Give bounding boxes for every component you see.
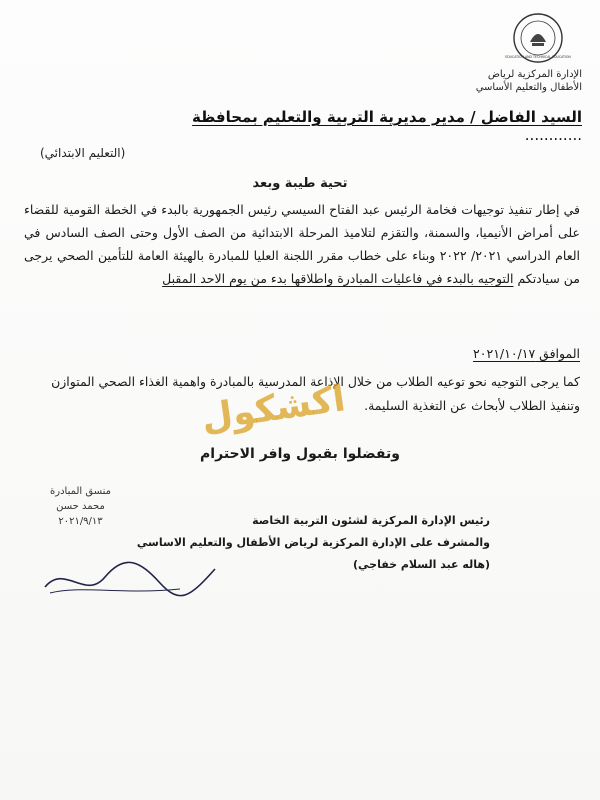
ministry-seal-logo: [505, 12, 571, 64]
department-line-2: الأطفال والتعليم الأساسي: [475, 82, 582, 93]
signatory-name: (هاله عبد السلام خفاجي): [352, 558, 490, 571]
department-header: [476, 68, 582, 94]
start-date: الموافق ٢٠٢١/١٠/١٧: [473, 346, 580, 361]
signatory-line-2: والمشرف على الإدارة المركزية لرياض الأطفال والتعليم الاساسي: [136, 536, 490, 549]
svg-text:EDUCATION AND TECHNICAL EDUCAT: EDUCATION AND TECHNICAL EDUCATION: [505, 55, 571, 59]
coordinator-title: منسق المبادرة: [50, 486, 112, 497]
body-paragraph-2: كما يرجى التوجيه نحو توعيه الطلاب من خلال الإذاعة المدرسية بالمبادرة واهمية الغذاء الصحي المتوازن وتنفيذ الطلاب لأبحاث عن التغذية السليمة.: [51, 374, 580, 413]
svg-text:اكشكول: اكشكول: [198, 378, 348, 439]
body-paragraph-1-underlined: التوجيه بالبدء في فاعليات المبادرة واطلاقها بدء من يوم الاحد المقبل: [162, 271, 514, 286]
body-paragraph-1-end: سيادتكم: [513, 271, 560, 286]
closing-line: وتفضلوا بقبول وافر الاحترام: [200, 446, 400, 462]
body-paragraph-1-text: في إطار تنفيذ توجيهات فخامة الرئيس عبد الفتاح السيسي رئيس الجمهورية بالبدء في الخطة القومية للقضاء على أمراض الأنيميا، والسمنة، والتقزم لتلاميذ المرحلة الابتدائية من الصف الأول وحتى الصف السادس في العام الدراسي ٢٠٢١/ ٢٠٢٢ وبناء على خطاب مقرر اللجنة العليا للمبادرة بالهيئة العامة للتأمين الصحي يرجى من: [24, 202, 581, 286]
greeting: تحية طيبة وبعد: [252, 176, 348, 191]
addressee: [142, 108, 582, 144]
addressee-dots: ............: [524, 126, 582, 144]
sub-addressee: (التعليم الابتدائي): [40, 146, 126, 160]
coordinator-date: ٢٠٢١/٩/١٣: [58, 516, 103, 527]
coordinator-name: محمد حسن: [56, 501, 105, 512]
handwritten-signature: [40, 555, 220, 605]
coordinator-block: [50, 484, 111, 529]
letter-body: [24, 198, 580, 290]
department-line-1: الإدارة المركزية لرياض: [487, 69, 582, 80]
body-paragraph-1: [24, 198, 580, 290]
signatory-line-1: رئيس الإدارة المركزية لشئون التربية الخاصة: [252, 514, 490, 527]
addressee-title: السيد الفاضل / مدير مديرية التربية والتعليم بمحافظة: [192, 108, 582, 126]
